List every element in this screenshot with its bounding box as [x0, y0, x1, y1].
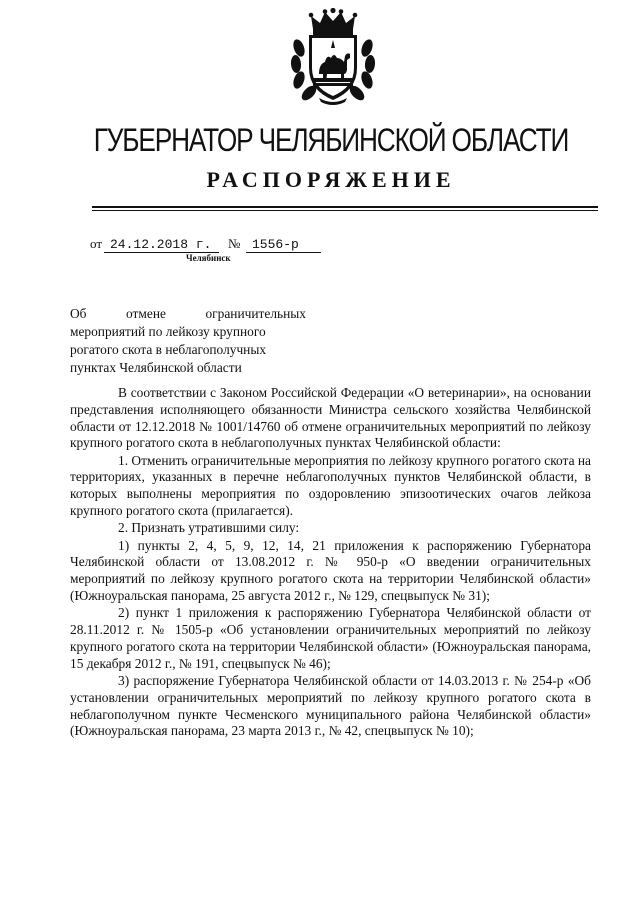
- document-number-value: 1556-р: [246, 237, 321, 253]
- body-subitem-3: 3) распоряжение Губернатора Челябинской области от 14.03.2013 г. № 254-р «Об установлении ограничительных мероприятий по лейкозу крупного рогатого скота в неблагополучном пункте Чесменского муниципального района Челябинской области» (Южноуральская панорама, 23 марта 2013 г., № 42, спецвыпуск № 10);: [70, 673, 591, 739]
- subject-line-4: пунктах Челябинской области: [70, 360, 242, 375]
- issue-city: Челябинск: [186, 253, 231, 263]
- document-type-heading: РАСПОРЯЖЕНИЕ: [206, 167, 456, 192]
- subject-word: Об: [70, 306, 87, 321]
- subject-word: отмене: [126, 306, 166, 321]
- header-divider-thin: [92, 210, 598, 211]
- subject-line-2: мероприятий по лейкозу крупного: [70, 324, 266, 339]
- body-subitem-1: 1) пункты 2, 4, 5, 9, 12, 14, 21 приложения к распоряжению Губернатора Челябинской области от 13.08.2012 г. № 950-р «О введении ограничительных мероприятий по лейкозу крупного рогатого скота на территории Челябинской области» (Южноуральская панорама, 25 августа 2012 г., № 129, спецвыпуск № 31);: [70, 537, 591, 604]
- document-body: [70, 385, 591, 740]
- governor-title: ГУБЕРНАТОР ЧЕЛЯБИНСКОЙ ОБЛАСТИ: [93, 122, 569, 158]
- body-subitem-2: 2) пункт 1 приложения к распоряжению Губернатора Челябинской области от 28.11.2012 г. № 1505-р «Об установлении ограничительных мероприятий по лейкозу крупного рогатого скота на территории Челябинской области» (Южноуральская панорама, 15 декабря 2012 г., № 191, спецвыпуск № 46);: [70, 605, 591, 671]
- document-number: [246, 236, 321, 252]
- document-date: [104, 236, 219, 252]
- number-prefix: №: [228, 236, 241, 251]
- document-subject: [70, 305, 306, 377]
- body-item-1: 1. Отменить ограничительные мероприятия по лейкозу крупного рогатого скота на территориях, указанных в перечне неблагополучных пунктов Челябинской области, в которых выполнены мероприятия по оздоровлению эпизоотических очагов лейкоза крупного рогатого скота (прилагается).: [70, 452, 591, 519]
- date-prefix: от: [90, 236, 103, 251]
- body-intro-paragraph: В соответствии с Законом Российской Федерации «О ветеринарии», на основании представления исполняющего обязанности Министра сельского хозяйства Челябинской области от 12.12.2018 № 1001/14760 об отмене ограничительных мероприятий по лейкозу крупного рогатого скота в неблагополучных пунктах Челябинской области:: [70, 385, 591, 451]
- coat-of-arms-emblem: [289, 8, 377, 108]
- header-divider: [92, 206, 598, 208]
- coat-of-arms-icon: [289, 8, 377, 108]
- subject-line-3: рогатого скота в неблагополучных: [70, 342, 267, 357]
- subject-line-1: [70, 305, 306, 323]
- body-item-2: 2. Признать утратившими силу:: [118, 520, 300, 536]
- document-date-value: 24.12.2018 г.: [104, 237, 219, 253]
- subject-word: ограничительных: [205, 306, 306, 321]
